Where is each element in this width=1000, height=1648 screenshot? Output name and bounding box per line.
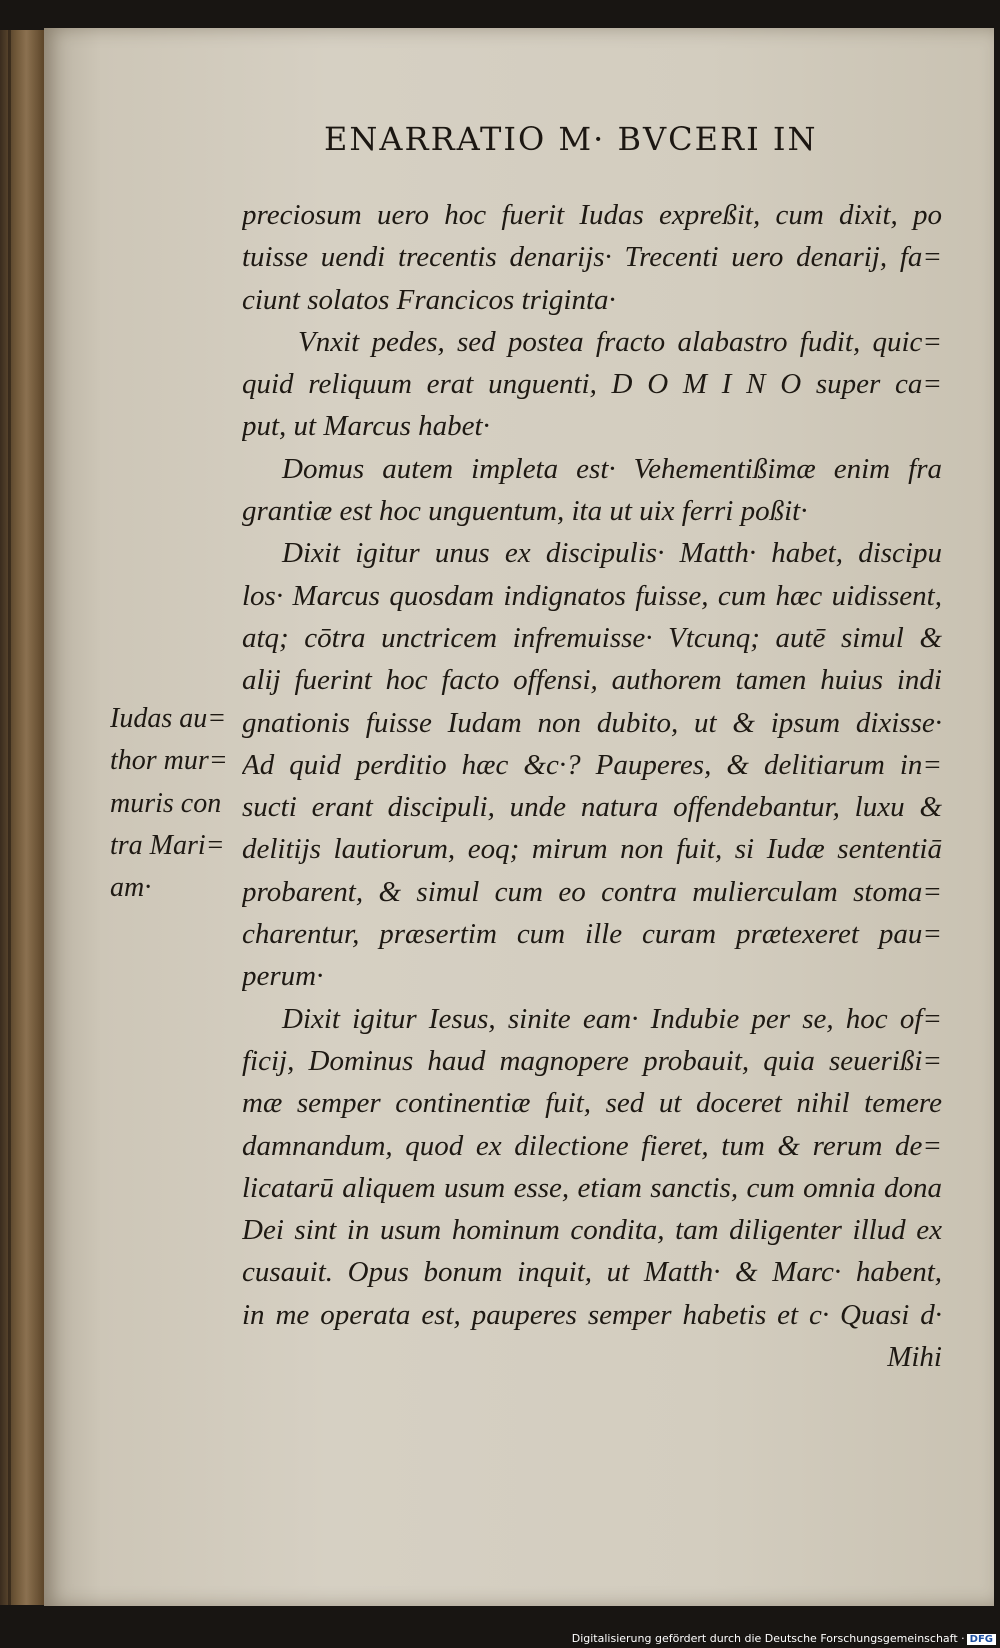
text-line: licatarū aliquem usum esse, etiam sanctis, cum omnia dona xyxy=(242,1171,942,1204)
text-line: quid reliquum erat unguenti, D O M I N O super ca= xyxy=(242,368,942,401)
text-line: perum· xyxy=(242,960,324,993)
text-line: Dei sint in usum hominum condita, tam diligenter illud ex xyxy=(242,1214,942,1247)
margin-note-line: Iudas au= xyxy=(110,703,227,734)
text-line: delitijs lautiorum, eoq; mirum non fuit, si Iudæ sententiā xyxy=(242,833,942,866)
text-line: ficij, Dominus haud magnopere probauit, quia seuerißi= xyxy=(242,1044,942,1077)
text-line: Dixit igitur Iesus, sinite eam· Indubie per se, hoc of= xyxy=(282,1002,942,1035)
text-line: probarent, & simul cum eo contra mulierculam stoma= xyxy=(242,875,942,908)
margin-note xyxy=(110,698,230,909)
text-line: charentur, præsertim cum ille curam prætexeret pau= xyxy=(242,918,942,951)
text-line: preciosum uero hoc fuerit Iudas expreßit, cum dixit, po xyxy=(242,199,942,231)
text-line: put, ut Marcus habet· xyxy=(242,410,490,443)
margin-note-line: am· xyxy=(110,872,152,904)
book-spine-edge xyxy=(0,30,44,1605)
text-line: Domus autem impleta est· Vehementißimæ enim fra xyxy=(282,452,942,485)
margin-note-line: tra Mari= xyxy=(110,829,225,861)
text-line: Ad quid perditio hæc &c·? Pauperes, & delitiarum in= xyxy=(242,748,942,781)
margin-note-line: muris con xyxy=(110,787,222,819)
text-line: gnationis fuisse Iudam non dubito, ut & ipsum dixisse· xyxy=(242,706,942,739)
digitization-credit xyxy=(572,1632,996,1645)
credit-text: Digitalisierung gefördert durch die Deutsche Forschungsgemeinschaft · xyxy=(571,1632,965,1645)
text-line: cusauit. Opus bonum inquit, ut Matth· & Marc· habent, xyxy=(242,1256,942,1289)
text-line: sucti erant discipuli, unde natura offendebantur, luxu & xyxy=(242,791,942,824)
text-line: Vnxit pedes, sed postea fracto alabastro fudit, quic= xyxy=(298,325,942,358)
catchword: Mihi xyxy=(887,1341,942,1374)
text-line: alij fuerint hoc facto offensi, authorem tamen huius indi xyxy=(242,664,942,697)
text-line: damnandum, quod ex dilectione fieret, tum & rerum de= xyxy=(242,1129,942,1162)
text-line: grantiæ est hoc unguentum, ita ut uix ferri poßit· xyxy=(242,495,808,528)
text-line: mæ semper continentiæ fuit, sed ut doceret nihil temere xyxy=(242,1087,942,1120)
margin-note-line: thor mur= xyxy=(110,745,228,777)
dfg-logo: DFG xyxy=(967,1634,996,1645)
text-line: los· Marcus quosdam indignatos fuisse, cum hæc uidissent, xyxy=(242,579,942,612)
text-line: atq; cōtra unctricem infremuisse· Vtcunq; autē simul & xyxy=(242,621,942,654)
text-line: ciunt solatos Francicos triginta· xyxy=(242,283,616,316)
page-content xyxy=(44,28,994,1606)
book-page xyxy=(44,28,994,1606)
text-line: in me operata est, pauperes semper habetis et c· Quasi d· xyxy=(242,1298,942,1331)
body-text xyxy=(242,194,942,1378)
running-title: ENARRATIO M· BVCERI IN xyxy=(324,120,818,158)
text-line: Dixit igitur unus ex discipulis· Matth· habet, discipu xyxy=(282,537,942,570)
text-line: tuisse uendi trecentis denarijs· Trecenti uero denarij, fa= xyxy=(242,241,942,274)
